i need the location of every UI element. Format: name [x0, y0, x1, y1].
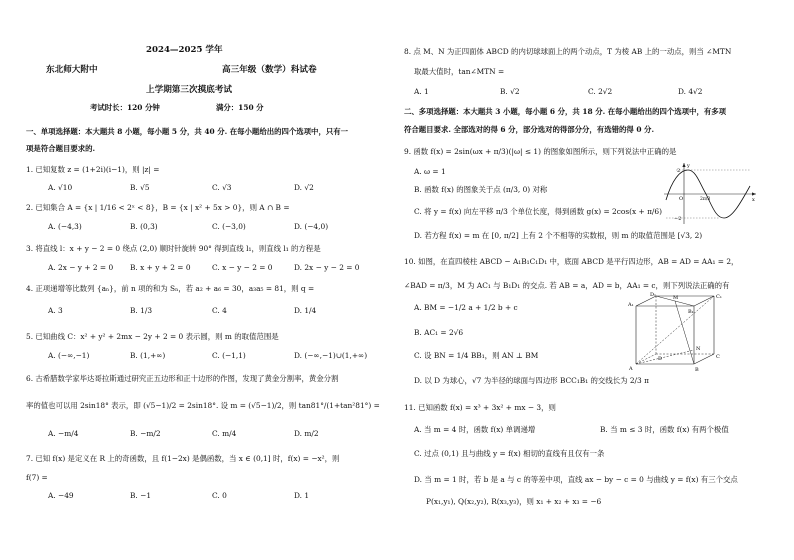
question-4-option-a[interactable]: A. 3: [48, 306, 63, 315]
label-c1: C₁: [716, 294, 722, 300]
label-n: N: [696, 346, 701, 352]
label-d: D: [658, 356, 663, 362]
question-7-option-a[interactable]: A. −49: [48, 491, 74, 500]
question-4-option-b[interactable]: B. 1/3: [130, 306, 153, 315]
question-10-option-b[interactable]: B. AC₁ = 2√6: [414, 328, 464, 337]
question-6-option-b[interactable]: B. −m/2: [130, 429, 161, 438]
question-8-option-c[interactable]: C. 2√2: [588, 87, 613, 96]
school-year: 2024—2025 学年: [146, 45, 223, 55]
edge-ad: [636, 354, 656, 364]
question-6-option-a[interactable]: A. −m/4: [48, 429, 79, 438]
label-b: B: [695, 367, 699, 373]
question-5-stem: 5. 已知曲线 C：x² + y² + 2mx − 2y + 2 = 0 表示圆，则 m 的取值范围是: [26, 332, 279, 341]
exam-duration: 考试时长：120 分钟: [90, 103, 160, 112]
label-a1: A₁: [628, 302, 634, 308]
question-10-option-a[interactable]: A. BM = −1/2 a + 1/2 b + c: [414, 303, 518, 312]
exam-term: 上学期第三次摸底考试: [146, 85, 232, 95]
label-c: C: [716, 354, 720, 360]
seg-an: [636, 350, 694, 364]
question-7-option-b[interactable]: B. −1: [130, 491, 152, 500]
x-tick-label: 2π/3: [700, 197, 711, 202]
question-7-stem: 7. 已知 f(x) 是定义在 R 上的奇函数，且 f(1−2x) 是偶函数，当 x ∈ (0,1] 时，f(x) = −x²，则: [26, 454, 340, 463]
question-3-stem: 3. 将直线 l：x + y − 2 = 0 绕点 (2,0) 顺时针旋转 90° 得到直线 l₁，则直线 l₁ 的方程是: [26, 244, 321, 253]
section1-intro-cont: 项是符合题目要求的.: [26, 144, 96, 153]
question-10-option-d[interactable]: D. 以 D 为球心，√7 为半径的球面与四边形 BCC₁B₁ 的交线长为 2/3 π: [414, 376, 649, 385]
question-3-option-a[interactable]: A. 2x − y + 2 = 0: [48, 263, 114, 272]
question-4-stem: 4. 正项递增等比数列 {aₙ}，前 n 项的和为 Sₙ，若 a₂ + a₆ = 30，a₃a₅ = 81，则 q =: [26, 284, 315, 293]
question-4-option-c[interactable]: C. 4: [212, 306, 227, 315]
question-11-option-c[interactable]: C. 过点 (0,1) 且与曲线 y = f(x) 相切的直线有且仅有一条: [414, 449, 605, 458]
edge-bc: [694, 354, 714, 364]
x-axis-label: x: [752, 197, 755, 203]
y-axis-arrow: [682, 163, 685, 167]
question-8-option-a[interactable]: A. 1: [414, 87, 429, 96]
section1-intro: 一、单项选择题：本大题共 8 小题，每小题 5 分，共 40 分. 在每小题给出的四个选项中，只有一: [26, 127, 349, 136]
question-1-option-b[interactable]: B. √5: [130, 183, 150, 192]
question-2-option-a[interactable]: A. (−4,3): [48, 222, 82, 231]
question-5-option-a[interactable]: A. (−∞,−1): [48, 351, 90, 360]
question-3-option-b[interactable]: B. x + y + 2 = 0: [130, 263, 191, 272]
label-m: M: [673, 295, 679, 301]
question-9-option-b[interactable]: B. 函数 f(x) 的图象关于点 (π/3, 0) 对称: [414, 185, 548, 194]
question-11-option-a[interactable]: A. 当 m = 4 时，函数 f(x) 单调递增: [414, 425, 536, 434]
question-11-stem: 11. 已知函数 f(x) = x³ + 3x² + mx − 3，则: [404, 403, 556, 412]
question-1-option-d[interactable]: D. √2: [294, 183, 314, 192]
label-b1: B₁: [688, 309, 694, 315]
question-5-option-c[interactable]: C. (−1,1): [212, 351, 246, 360]
y-axis-label: y: [687, 163, 690, 169]
exam-full-score: 满分：150 分: [216, 103, 264, 112]
question-5-option-b[interactable]: B. (1,+∞): [130, 351, 166, 360]
question-4-option-d[interactable]: D. 1/4: [294, 306, 317, 315]
question-3-option-c[interactable]: C. x − y − 2 = 0: [212, 263, 273, 272]
question-8-option-b[interactable]: B. √2: [500, 87, 520, 96]
question-8-stem: 8. 点 M、N 为正四面体 ABCD 的内切球球面上的两个动点，T 为棱 AB 上的一动点，则当 ∠MTN: [404, 47, 732, 56]
question-6-option-c[interactable]: C. m/4: [212, 429, 237, 438]
question-1-stem: 1. 已知复数 z = (1+2i)(i−1)，则 |z| =: [26, 165, 160, 174]
question-3-option-d[interactable]: D. 2x − y − 2 = 0: [294, 263, 360, 272]
question-11-option-d[interactable]: D. 当 m = 1 时，若 b 是 a 与 c 的等差中项，直线 ax − by − c = 0 与曲线 y = f(x) 有三个交点: [414, 475, 738, 484]
question-2-option-b[interactable]: B. (0,3): [130, 222, 158, 231]
y-max-label: 2: [677, 168, 681, 174]
school-name: 东北师大附中: [46, 65, 98, 75]
question-1-option-a[interactable]: A. √10: [48, 183, 73, 192]
question-2-option-d[interactable]: D. (−4,0): [294, 222, 329, 231]
question-8-option-d[interactable]: D. 4√2: [678, 87, 703, 96]
origin-label: O: [679, 196, 684, 202]
question-9-option-a[interactable]: A. ω = 1: [414, 167, 446, 176]
x-axis-arrow: [752, 192, 756, 195]
y-min-label: −2: [674, 216, 682, 222]
question-10-option-c[interactable]: C. 设 BN = 1/4 BB₁，则 AN ⊥ BM: [414, 351, 539, 360]
question-7-stem-cont: f(7) =: [26, 473, 48, 482]
question-9-stem: 9. 函数 f(x) = 2sin(ωx + π/3)(|ω| ≤ 1) 的图象如图所示，则下列说法中正确的是: [404, 147, 677, 156]
question-11-option-d-cont: P(x₁,y₁), Q(x₂,y₂), R(x₃,y₃)，则 x₁ + x₂ + x₃ = −6: [426, 497, 602, 506]
prism-figure: [622, 292, 726, 374]
question-2-option-c[interactable]: C. (−3,0): [212, 222, 246, 231]
question-2-stem: 2. 已知集合 A = {x | 1/16 < 2ˣ < 8}，B = {x | x² + 5x > 0}，则 A ∩ B =: [26, 203, 290, 212]
section2-intro-cont: 符合题目要求. 全部选对的得 6 分，部分选对的得部分分，有选错的得 0 分.: [404, 125, 655, 134]
question-1-option-c[interactable]: C. √3: [212, 183, 232, 192]
question-6-stem-cont: 率的值也可以用 2sin18° 表示，即 (√5−1)/2 = 2sin18°. 设 m = (√5−1)/2，则 tan81°/(1+tan²81°) =: [26, 401, 380, 410]
question-6-option-d[interactable]: D. m/2: [294, 429, 319, 438]
question-5-option-d[interactable]: D. (−∞,−1)∪(1,+∞): [294, 351, 368, 360]
question-11-option-b[interactable]: B. 当 m ≤ 3 时，函数 f(x) 有两个极值: [600, 425, 729, 434]
sine-graph-figure: [660, 160, 760, 226]
label-d1: D₁: [650, 292, 657, 298]
label-a: A: [629, 366, 633, 372]
question-10-stem-cont: ∠BAD = π/3，M 为 AC₁ 与 B₁D₁ 的交点. 若 AB = a，AD = b，AA₁ = c，则下列说法正确的有: [404, 281, 730, 290]
question-10-stem: 10. 如图，在直四棱柱 ABCD − A₁B₁C₁D₁ 中，底面 ABCD 是平行四边形，AB = AD = AA₁ = 2，: [404, 257, 739, 266]
question-8-stem-cont: 取最大值时，tan∠MTN =: [414, 67, 505, 76]
question-7-option-d[interactable]: D. 1: [294, 491, 310, 500]
question-9-option-d[interactable]: D. 若方程 f(x) = m 在 [0, π/2] 上有 2 个不相等的实数根，则 m 的取值范围是 [√3, 2): [414, 231, 703, 240]
question-7-option-c[interactable]: C. 0: [212, 491, 227, 500]
section2-intro: 二、多项选择题：本大题共 3 小题，每小题 6 分，共 18 分. 在每小题给出的四个选项中，有多项: [404, 107, 727, 116]
question-9-option-c[interactable]: C. 将 y = f(x) 向左平移 π/3 个单位长度，得到函数 g(x) = 2cos(x + π/6): [414, 207, 662, 216]
exam-title: 高三年级（数学）科试卷: [222, 65, 317, 75]
question-6-stem: 6. 古希腊数学家毕达哥拉斯通过研究正五边形和正十边形的作图，发现了黄金分割率，黄金分割: [26, 374, 339, 383]
